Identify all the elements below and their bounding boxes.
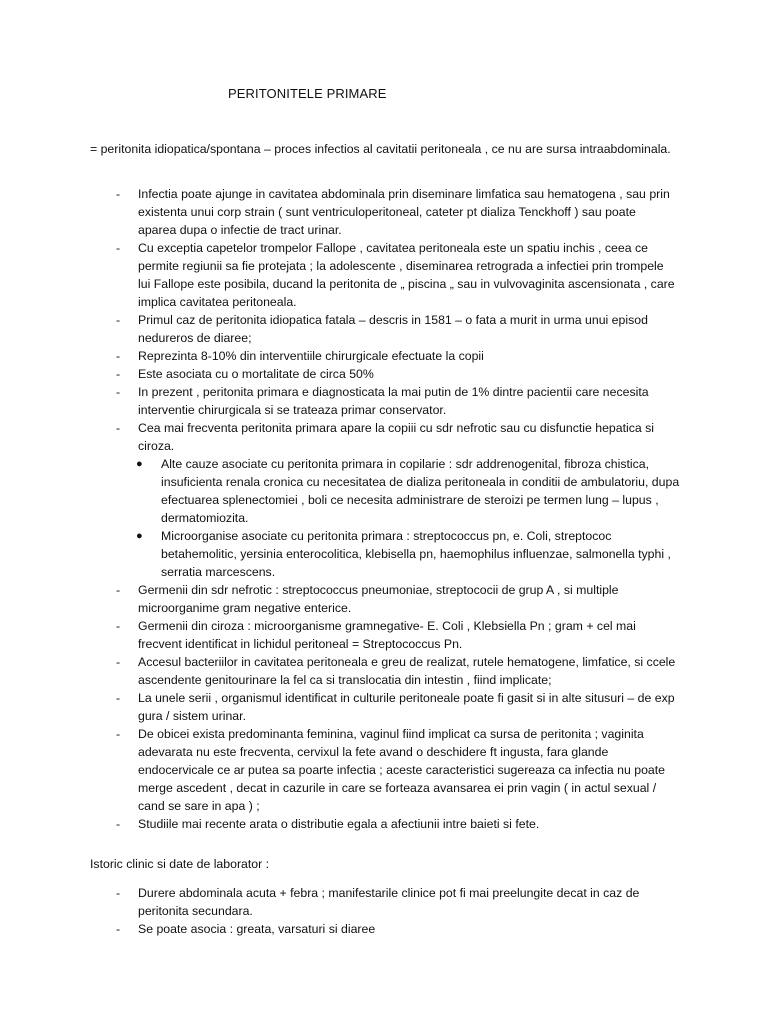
list-item-text: Se poate asocia : greata, varsaturi si diaree	[138, 922, 376, 936]
list-item	[0, 653, 768, 689]
list-item-text: Durere abdominala acuta + febra ; manifestarile clinice pot fi mai preelungite decat in caz de peritonita secundara.	[138, 886, 640, 918]
list-item	[0, 239, 768, 311]
list-item	[0, 581, 768, 617]
list-item	[0, 419, 768, 455]
dash-marker: -	[116, 313, 121, 327]
document-title: PERITONITELE PRIMARE	[228, 86, 387, 101]
sub-bullet-text: Alte cauze asociate cu peritonita primara in copilarie : sdr addrenogenital, fibroza chistica, insuficienta renala cronica cu necesitatea de dializa peritoneala in conditii de ambulatoriu, dupa efectuarea splenectomiei , boli ce necesita administrare de steroizi pe termen lung – lupus , dermatomiozita.	[161, 457, 680, 525]
list-item	[0, 383, 768, 419]
dash-list-1	[0, 185, 768, 833]
list-item	[0, 347, 768, 365]
section-heading: Istoric clinic si date de laborator :	[90, 857, 270, 871]
dash-marker: -	[116, 886, 121, 900]
dash-marker: -	[116, 367, 121, 381]
dash-marker: -	[116, 691, 121, 705]
list-item-text: De obicei exista predominanta feminina, vaginul fiind implicat ca sursa de peritonita ; vaginita adevarata nu este frecventa, cervixul la fete avand o deschidere ft ingusta, fara glande endocervicale ce ar putea sa poarte infectia ; aceste caracteristici sugereaza ca infectia nu poate merge ascedent , decat in cazurile in care se forteaza avansarea ei prin vagin ( in actul sexual / cand se sare in apa ) ;	[138, 727, 666, 813]
intro-paragraph: = peritonita idiopatica/spontana – proces infectios al cavitatii peritoneala , ce nu are sursa intraabdominala.	[90, 142, 671, 156]
list-item-text: Accesul bacteriilor in cavitatea peritoneala e greu de realizat, rutele hematogene, limfatice, si ccele ascendente genitourinare la fel ca si translocatia din intestin , fiind implicate;	[138, 655, 676, 687]
dash-marker: -	[116, 619, 121, 633]
list-item	[0, 815, 768, 833]
list-item-text: Cea mai frecventa peritonita primara apare la copiii cu sdr nefrotic sau cu disfunctie hepatica si ciroza.	[138, 421, 655, 453]
list-item-text: Este asociata cu o mortalitate de circa 50%	[138, 367, 374, 381]
list-item-text: Germenii din sdr nefrotic : streptococcus pneumoniae, streptococii de grup A , si multiple microorganime gram negative enterice.	[138, 583, 619, 615]
dash-marker: -	[116, 727, 121, 741]
bullet-marker: ●	[136, 530, 143, 542]
list-item-text: Cu exceptia capetelor trompelor Fallope , cavitatea peritoneala este un spatiu inchis , ceea ce permite regiunii sa fie protejata ; la adolescente , diseminarea retrograda a infectiei prin trompele lui Fallope este posibila, ducand la peritonita de „ piscina „ sau in vulvovaginita ascensionata , care implica cavitatea peritoneala.	[138, 241, 675, 309]
dash-marker: -	[116, 817, 121, 831]
bullet-marker: ●	[136, 458, 143, 470]
list-item	[0, 725, 768, 815]
list-item	[0, 920, 768, 938]
list-item	[0, 617, 768, 653]
list-item	[0, 689, 768, 725]
list-item-text: Studiile mai recente arata o distributie egala a afectiunii intre baieti si fete.	[138, 817, 540, 831]
list-item	[0, 365, 768, 383]
dash-marker: -	[116, 187, 121, 201]
list-item	[0, 185, 768, 239]
sub-bullet-item	[0, 527, 768, 581]
dash-marker: -	[116, 349, 121, 363]
list-item-text: Infectia poate ajunge in cavitatea abdominala prin diseminare limfatica sau hematogena , sau prin existenta unui corp strain ( sunt ventriculoperitoneal, cateter pt dializa Tenckhoff ) sau poate aparea dupa o infectie de tract urinar.	[138, 187, 670, 237]
dash-marker: -	[116, 922, 121, 936]
list-item-text: In prezent , peritonita primara e diagnosticata la mai putin de 1% dintre pacientii care necesita interventie chirurgicala si se trateaza primar conservator.	[138, 385, 649, 417]
dash-marker: -	[116, 241, 121, 255]
list-item	[0, 311, 768, 347]
list-item-text: Primul caz de peritonita idiopatica fatala – descris in 1581 – o fata a murit in urma unui episod nedureros de diaree;	[138, 313, 648, 345]
dash-marker: -	[116, 385, 121, 399]
list-item-text: La unele serii , organismul identificat in culturile peritoneale poate fi gasit si in alte situsuri – de exp gura / sistem urinar.	[138, 691, 675, 723]
list-item-text: Germenii din ciroza : microorganisme gramnegative- E. Coli , Klebsiella Pn ; gram + cel mai frecvent identificat in lichidul peritoneal = Streptococcus Pn.	[138, 619, 636, 651]
dash-marker: -	[116, 583, 121, 597]
sub-bullet-text: Microorganise asociate cu peritonita primara : streptococcus pn, e. Coli, streptococ betahemolitic, yersinia enterocolitica, klebisella pn, haemophilus influenzae, salmonella typhi , serratia marcescens.	[161, 529, 671, 579]
dash-marker: -	[116, 421, 121, 435]
list-item	[0, 884, 768, 920]
list-item-text: Reprezinta 8-10% din interventiile chirurgicale efectuate la copii	[138, 349, 484, 363]
dash-marker: -	[116, 655, 121, 669]
sub-bullet-item	[0, 455, 768, 527]
dash-list-2	[0, 884, 768, 938]
